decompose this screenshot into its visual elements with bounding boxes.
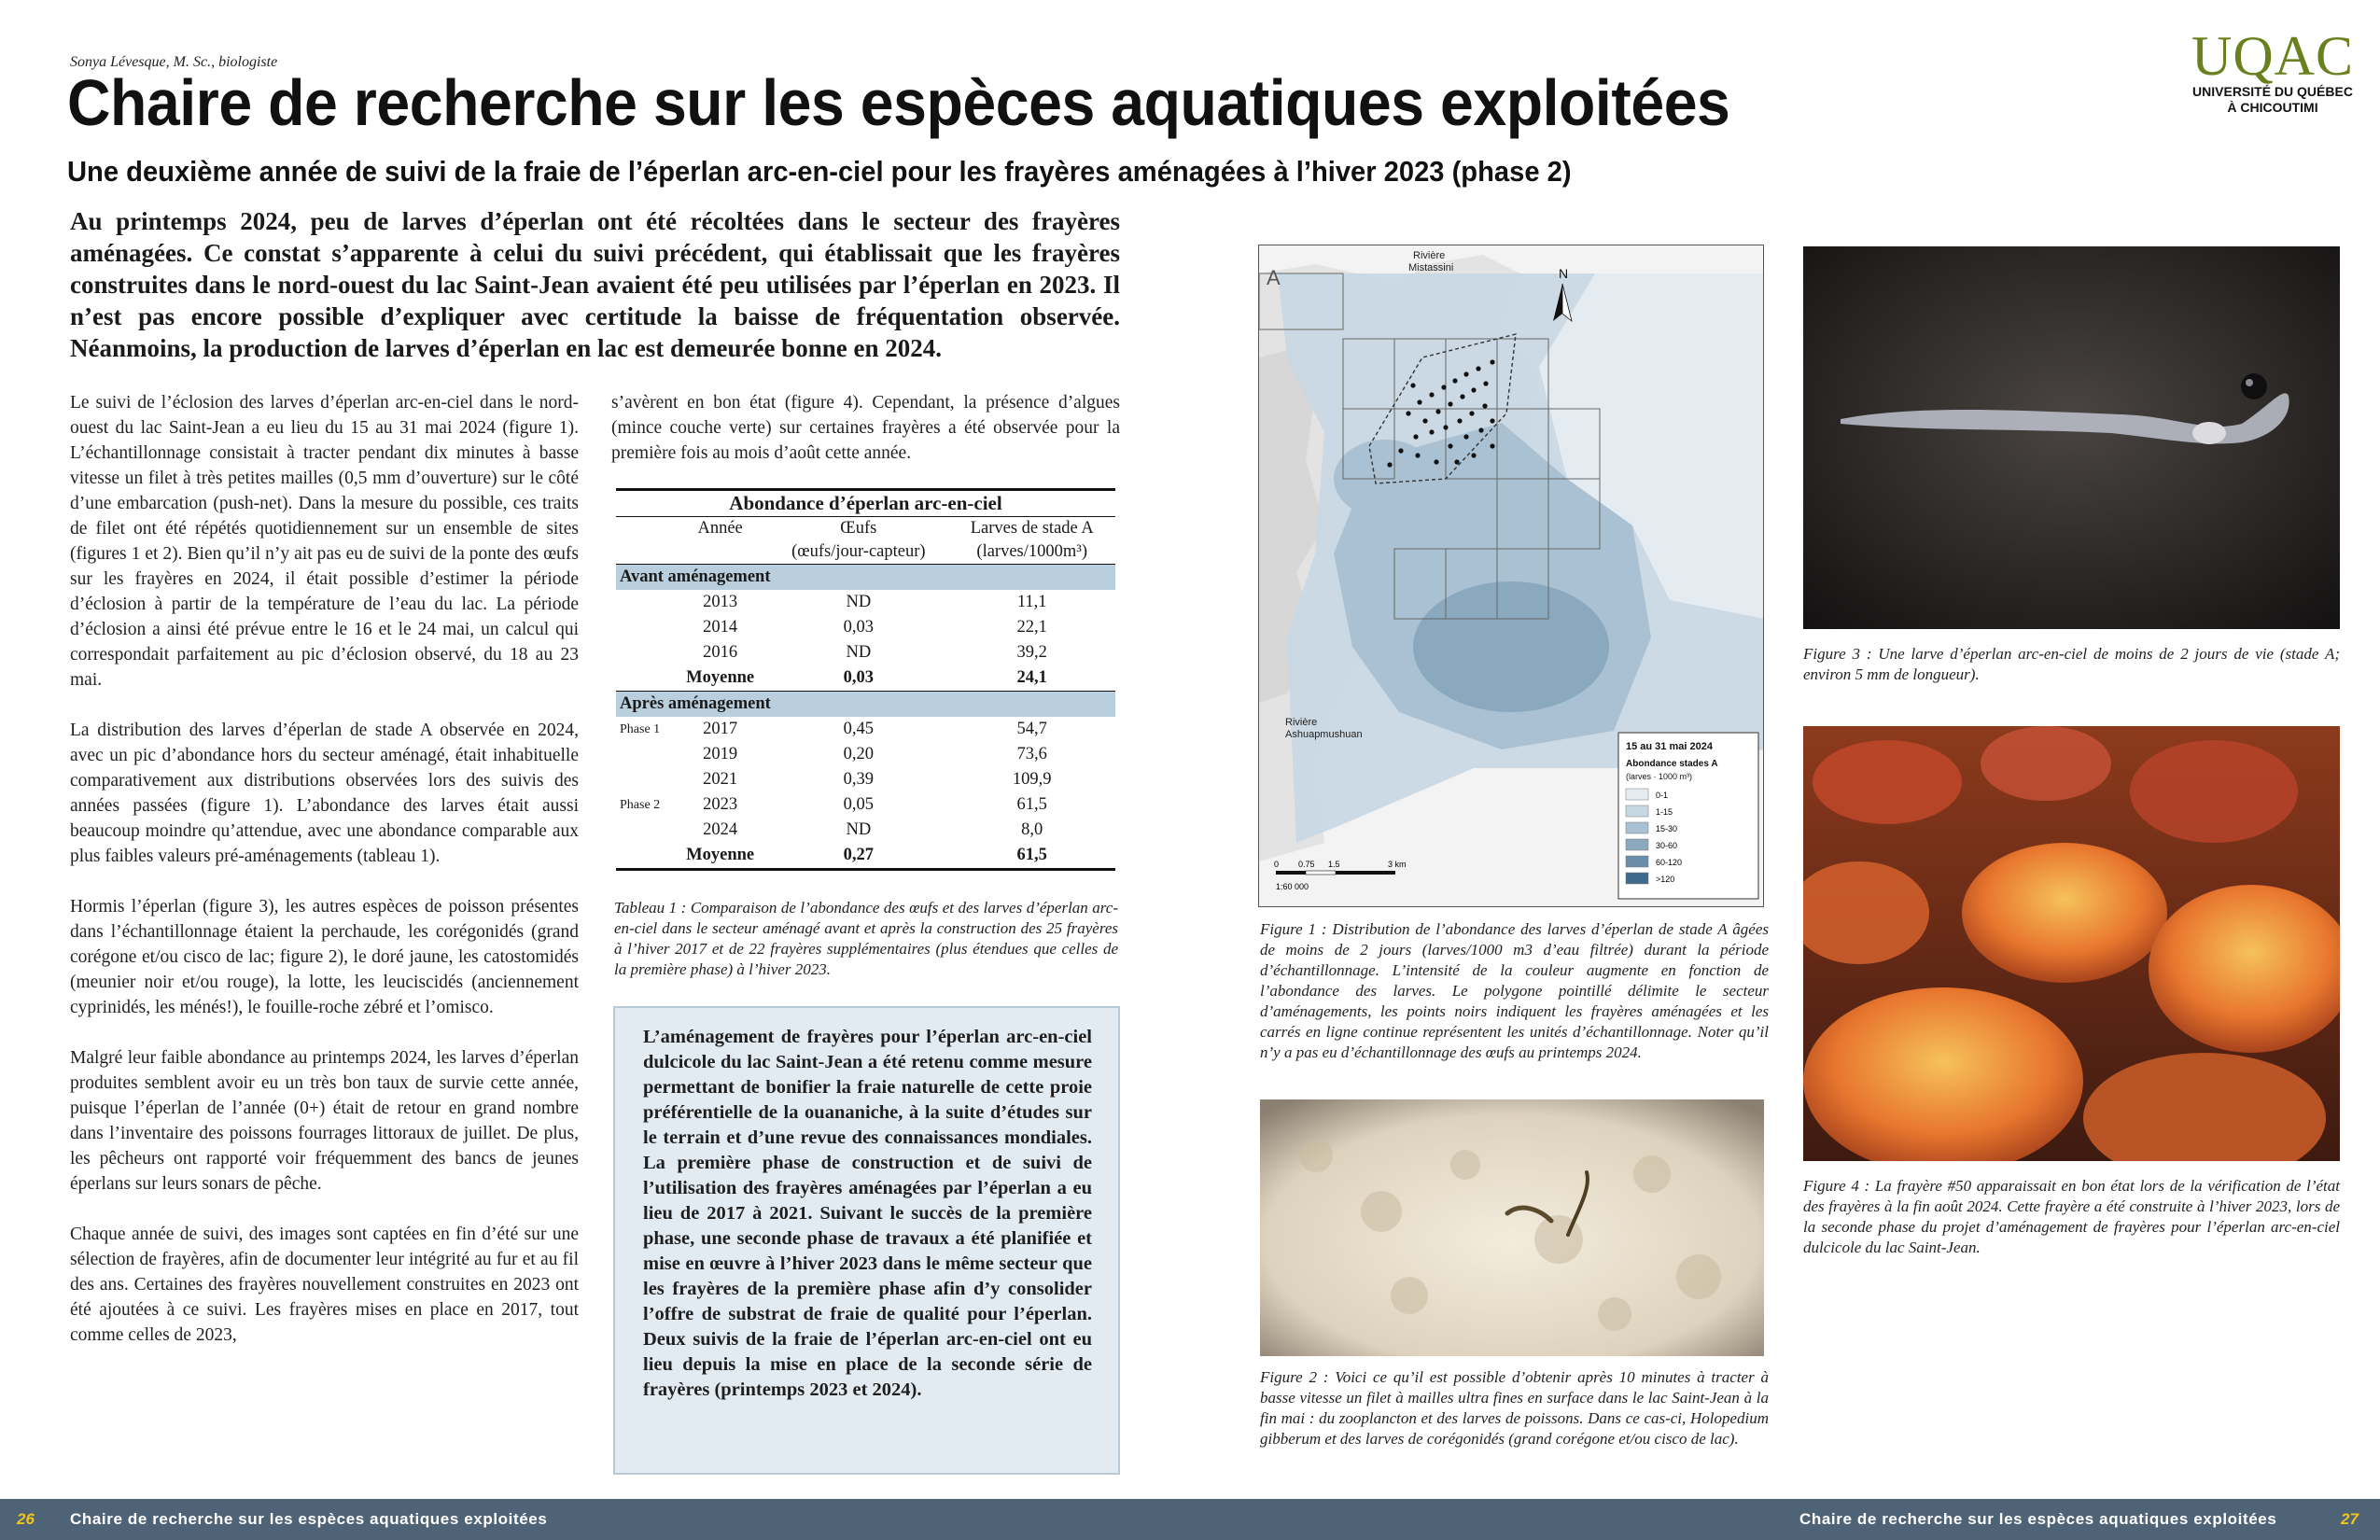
col-header-eggs-unit: (œufs/jour-capteur) xyxy=(791,542,926,561)
table-row: 2013 ND 11,1 xyxy=(703,593,1047,611)
scale-tick: 3 km xyxy=(1388,860,1407,869)
figure-3-photo xyxy=(1803,246,2340,629)
legend-swatch xyxy=(1626,873,1648,884)
map-svg xyxy=(1259,245,1764,907)
legend-swatch xyxy=(1626,822,1648,833)
figure-1-map xyxy=(1258,245,1764,907)
table-caption: Tableau 1 : Comparaison de l’abondance des œufs et des larves d’éperlan arc-en-ciel dans le secteur aménagé avant et après la construction des 25 frayères à l’hiver 2017 et de 22 frayères supplémentaires (plus étendues que celles de la première phase) à l’hiver 2023. xyxy=(614,899,1118,978)
info-box xyxy=(613,1006,1120,1475)
scale-tick: 0 xyxy=(1274,860,1280,869)
table-row-mean: Moyenne 0,03 24,1 xyxy=(686,668,1047,687)
table-row: Phase 2 2023 0,05 61,5 xyxy=(620,795,1047,814)
north-label: N xyxy=(1559,266,1569,281)
footer-bar xyxy=(0,1499,2380,1540)
scale-ratio: 1:60 000 xyxy=(1276,882,1309,891)
col-header-eggs: Œufs xyxy=(840,519,877,538)
river-label: Rivière xyxy=(1285,717,1318,728)
page-number-right: 27 xyxy=(2341,1510,2359,1528)
body-paragraph: Malgré leur faible abondance au printemps 2024, les larves d’éperlan produites semblent avoir eu un très bon taux de survie cette année, puisque l’éperlan de l’année (0+) était de retour en grand nombre dans l’inventaire des poissons fourrages littoraux de juillet. De plus, les pêcheurs ont rapporté voir fréquemment des bancs de jeunes éperlans sur leurs sonars de pêche. xyxy=(70,1048,579,1194)
body-column-1 xyxy=(70,390,579,1373)
lead-paragraph: Au printemps 2024, peu de larves d’éperlan ont été récoltées dans le secteur des frayères aménagées. Ce constat s’apparente à celui du suivi précédent, qui établissait que les frayères construites dans le nord-ouest du lac Saint-Jean avaient été peu utilisées par l’éperlan en 2023. Il n’est pas encore possible d’expliquer avec certitude la baisse de fréquentation observée. Néanmoins, la production de larves d’éperlan en lac est demeurée bonne en 2024. xyxy=(70,207,1120,362)
col-header-larvae-unit: (larves/1000m³) xyxy=(976,542,1087,561)
info-box-text: L’aménagement de frayères pour l’éperlan arc-en-ciel dulcicole du lac Saint-Jean a été retenu comme mesure permettant de bonifier la fraie naturelle de cette proie préférentielle de la ouananiche, à la suite d’études sur le terrain et d’une revue des connaissances mondiales. La première phase de construction et de suivi de l’utilisation des frayères aménagées par l’éperlan a eu lieu de 2017 à 2021. Suivant le succès de la première phase, une seconde phase de travaux a été planifiée et mise en œuvre à l’hiver 2023 dans le même secteur que les frayères de la première phase afin d’y consolider l’offre de substrat de fraie de qualité pour l’éperlan. Deux suivis de la fraie de l’éperlan arc-en-ciel ont eu lieu depuis la mise en place de la seconde série de frayères (printemps 2023 et 2024). xyxy=(643,1027,1092,1400)
figure-3-caption: Figure 3 : Une larve d’éperlan arc-en-ciel de moins de 2 jours de vie (stade A; environ 5 mm de longueur). xyxy=(1803,645,2340,683)
legend-swatch xyxy=(1626,805,1648,817)
group-before: Avant aménagement xyxy=(616,565,1115,591)
body-paragraph: La distribution des larves d’éperlan de stade A observée en 2024, avec un pic d’abondance hors du secteur aménagé, était inhabituelle comparativement aux distributions observées lors des suivis des années passées (figure 1). L’abondance des larves était aussi beaucoup moindre qu’attendue, avec une abondance comparable aux plus faibles valeurs pré-aménagements (tableau 1). xyxy=(70,721,579,866)
abundance-table xyxy=(616,488,1115,871)
footer-title-left: Chaire de recherche sur les espèces aquatiques exploitées xyxy=(70,1510,548,1528)
page-title: Chaire de recherche sur les espèces aquatiques exploitées xyxy=(67,66,1730,139)
table-row: 2019 0,20 73,6 xyxy=(703,745,1047,763)
scale-tick: 0.75 xyxy=(1298,860,1315,869)
table-row: 2014 0,03 22,1 xyxy=(703,618,1047,637)
legend-swatch xyxy=(1626,839,1648,850)
figure-4-photo xyxy=(1803,726,2340,1161)
table-row: Phase 1 2017 0,45 54,7 xyxy=(620,720,1047,738)
body-column-2 xyxy=(611,390,1120,491)
col-header-larvae: Larves de stade A xyxy=(970,519,1094,538)
footer-title-right: Chaire de recherche sur les espèces aquatiques exploitées xyxy=(1799,1510,2277,1528)
legend-label: 30-60 xyxy=(1656,841,1678,850)
logo-sub-2: À CHICOUTIMI xyxy=(2227,100,2318,115)
legend-swatch xyxy=(1626,789,1648,800)
group-after: Après aménagement xyxy=(616,692,1115,718)
figure-1-caption: Figure 1 : Distribution de l’abondance des larves d’éperlan de stade A âgées de moins de 2 jours (larves/1000 m3 d’eau filtrée) durant la période d’échantillonnage. L’intensité de la couleur augmente en fonction de l’abondance des larves. Le polygone pointillé délimite le secteur d’aménagements, les points noirs indiquent les frayères aménagées et les carrés en ligne continue représentent les unités d’échantillonnage. Noter qu’il n’y a pas eu d’échantillonnage des œufs au printemps 2024. xyxy=(1260,920,1769,1061)
table-row-mean: Moyenne 0,27 61,5 xyxy=(616,843,1115,870)
river-label: Mistassini xyxy=(1408,262,1454,273)
figure-4-caption: Figure 4 : La frayère #50 apparaissait en bon état lors de la vérification de l’état des frayères à la fin août 2024. Cette frayère a été construite à l’hiver 2023, lors de la seconde phase du projet d’aménagement de frayères pour l’éperlan arc-en-ciel dulcicole du lac Saint-Jean. xyxy=(1803,1177,2340,1256)
table-title: Abondance d’éperlan arc-en-ciel xyxy=(616,490,1115,517)
legend-title: 15 au 31 mai 2024 xyxy=(1626,741,1713,752)
author-line: Sonya Lévesque, M. Sc., biologiste xyxy=(70,54,278,70)
figure-2-photo xyxy=(1260,1099,1764,1356)
body-paragraph: Le suivi de l’éclosion des larves d’éperlan arc-en-ciel dans le nord-ouest du lac Saint-Jean a eu lieu du 15 au 31 mai 2024 (figure 1). L’échantillonnage consistait à tracter pendant dix minutes à basse vitesse un filet à très petites mailles (0,5 mm d’ouverture) sur le côté d’une embarcation (push-net). Dans la mesure du possible, ces traits de filet ont été répétés quotidiennement sur un ensemble de sites (figures 1 et 2). Bien qu’il n’y ait pas eu de suivi de la ponte des œufs sur les frayères en 2024, il était possible d’estimer la période d’éclosion à partir de la température de l’eau du lac. La période d’éclosion a ainsi été prévue entre le 16 et le 24 mai, un calcul qui correspondait parfaitement au pic d’éclosion observé, du 18 au 23 mai. xyxy=(70,393,579,690)
river-label: Ashuapmushuan xyxy=(1285,729,1363,740)
page-subtitle: Une deuxième année de suivi de la fraie de l’éperlan arc-en-ciel pour les frayères aménagées à l’hiver 2023 (phase 2) xyxy=(67,155,1572,188)
map-legend xyxy=(1618,733,1758,899)
figure-2-caption: Figure 2 : Voici ce qu’il est possible d’obtenir après 10 minutes à tracter à basse vitesse un filet à mailles ultra fines en surface dans le lac Saint-Jean à la fin mai : du zooplancton et des larves de poissons. Dans ce cas-ci, Holopedium gibberum et des larves de corégonidés (grand corégone et/ou cisco de lac). xyxy=(1260,1368,1769,1448)
legend-label: >120 xyxy=(1656,875,1675,884)
legend-label: 60-120 xyxy=(1656,858,1683,867)
uqac-logo xyxy=(2179,25,2366,116)
legend-swatch xyxy=(1626,856,1648,867)
river-label: Rivière xyxy=(1413,250,1446,261)
map-panel-label: A xyxy=(1267,266,1281,289)
table-row: 2016 ND 39,2 xyxy=(703,643,1047,662)
logo-sub-1: UNIVERSITÉ DU QUÉBEC xyxy=(2192,84,2353,99)
body-paragraph: Chaque année de suivi, des images sont captées en fin d’été sur une sélection de frayères, afin de documenter leur intégrité au fur et au fil des ans. Certaines des frayères nouvellement construites en 2023 ont été ajoutées à ce suivi. Les frayères mises en place en 2017, tout comme celles de 2023, xyxy=(70,1225,579,1345)
scale-tick: 1.5 xyxy=(1328,860,1340,869)
body-paragraph: Hormis l’éperlan (figure 3), les autres espèces de poisson présentes dans l’échantillonnage étaient la perchaude, les corégonidés (grand corégone et/ou cisco de lac; figure 2), le doré jaune, les catostomidés (meunier noir et/ou rouge), la lotte, les leuciscidés (anciennement cyprinidés, les ménés!), le fouille-roche zébré et l’omisco. xyxy=(70,897,579,1017)
body-paragraph: s’avèrent en bon état (figure 4). Cependant, la présence d’algues (mince couche verte) sur certaines frayères a été observée pour la première fois au mois d’août cette année. xyxy=(611,393,1120,463)
logo-mark: UQAC xyxy=(2191,25,2354,87)
legend-subtitle: Abondance stades A xyxy=(1626,759,1718,769)
table-row: 2024 ND 8,0 xyxy=(703,820,1043,839)
legend-label: 1-15 xyxy=(1656,807,1673,817)
legend-unit: (larves · 1000 m³) xyxy=(1626,772,1693,781)
legend-label: 15-30 xyxy=(1656,824,1678,833)
page-number-left: 26 xyxy=(17,1510,35,1528)
table-row: 2021 0,39 109,9 xyxy=(703,770,1052,789)
legend-label: 0-1 xyxy=(1656,791,1669,800)
col-header-year: Année xyxy=(697,519,743,538)
